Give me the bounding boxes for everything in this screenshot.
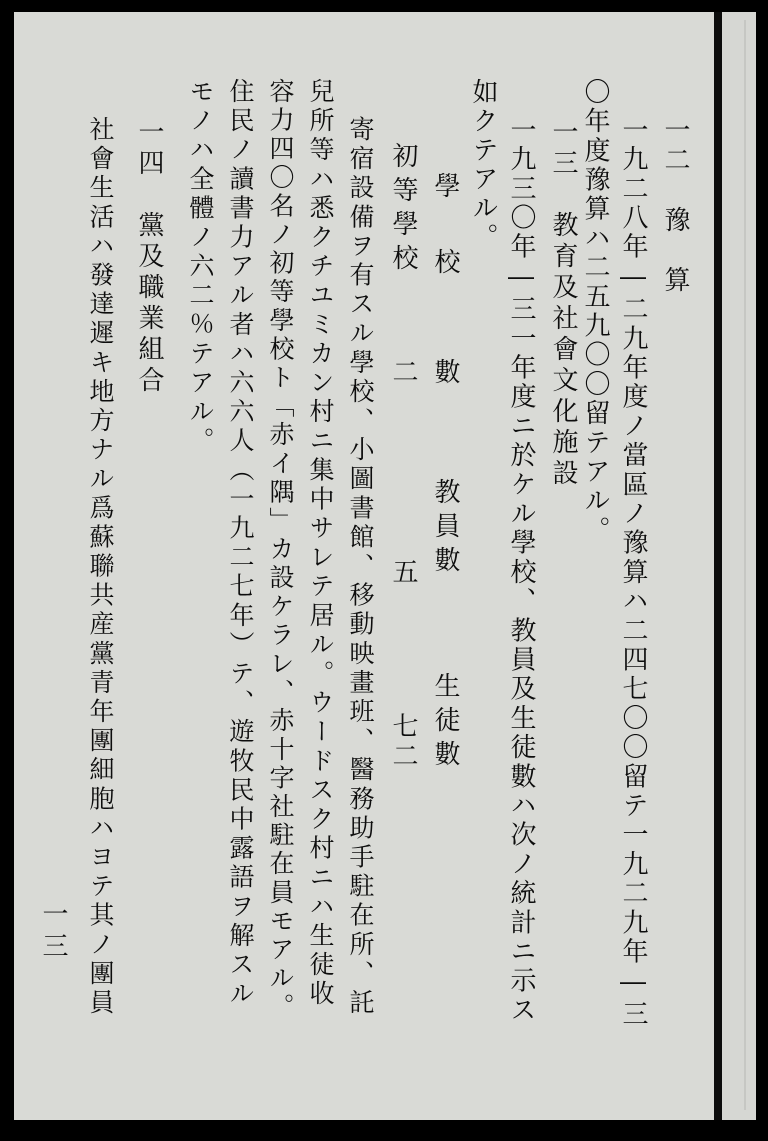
document-page — [14, 12, 714, 1120]
table-header-teachers: 教員數 — [430, 478, 460, 580]
facilities-line-3: 容力四〇名ノ初等學校ト「赤イ隅」カ設ケラレ、赤十字社駐在員モアル。 — [266, 78, 295, 1022]
table-row-school: 初等學校 — [388, 142, 418, 278]
party-line-1: 社會生活ハ發達遲キ地方ナル爲蘇聯共産黨青年團細胞ハヨテ其ノ團員 — [86, 116, 115, 1019]
budget-line-2: 〇年度豫算ハ二五九〇〇留テアル。 — [580, 78, 610, 546]
table-row-teachers: 五 — [388, 558, 418, 587]
section-14-title: 一四 黨及職業組合 — [134, 118, 164, 397]
page-edge-line — [744, 20, 746, 1110]
table-row-count: 二 — [388, 358, 418, 387]
facilities-line-4: 住民ノ讀書力アル者ハ六六人（一九二七年）テ、遊牧民中露語ヲ解スル — [226, 78, 255, 1010]
table-header-count: 數 — [430, 358, 460, 387]
facilities-line-5: モノハ全體ノ六二％テアル。 — [186, 78, 215, 457]
education-line-2: 如クテアル。 — [468, 78, 498, 252]
section-heading: 一二 豫 算 — [660, 116, 690, 296]
page-number: 一三 — [38, 900, 68, 964]
section-13-title: 一三 教育及社會文化施設 — [548, 118, 578, 490]
page-spine — [714, 12, 722, 1120]
facilities-line-1: 寄宿設備ヲ有スル學校、小圖書館、移動映畫班、醫務助手駐在所、託 — [346, 116, 375, 1019]
facilities-line-2: 兒所等ハ悉クチユミカン村ニ集中サレテ居ル。ウードスク村ニハ生徒收 — [306, 78, 335, 1010]
adjacent-page-edge — [722, 12, 756, 1120]
table-header-students: 生徒數 — [430, 672, 460, 774]
budget-line-1: 一九二八年―二九年度ノ當區ノ豫算ハ二四七〇〇留テ一九二九年―三 — [618, 116, 648, 1030]
education-line-1: 一九三〇年―三一年度ニ於ケル學校、教員及生徒數ハ次ノ統計ニ示ス — [506, 116, 536, 1026]
table-header-school: 學 校 — [430, 172, 460, 286]
table-row-students: 七二 — [388, 712, 418, 772]
